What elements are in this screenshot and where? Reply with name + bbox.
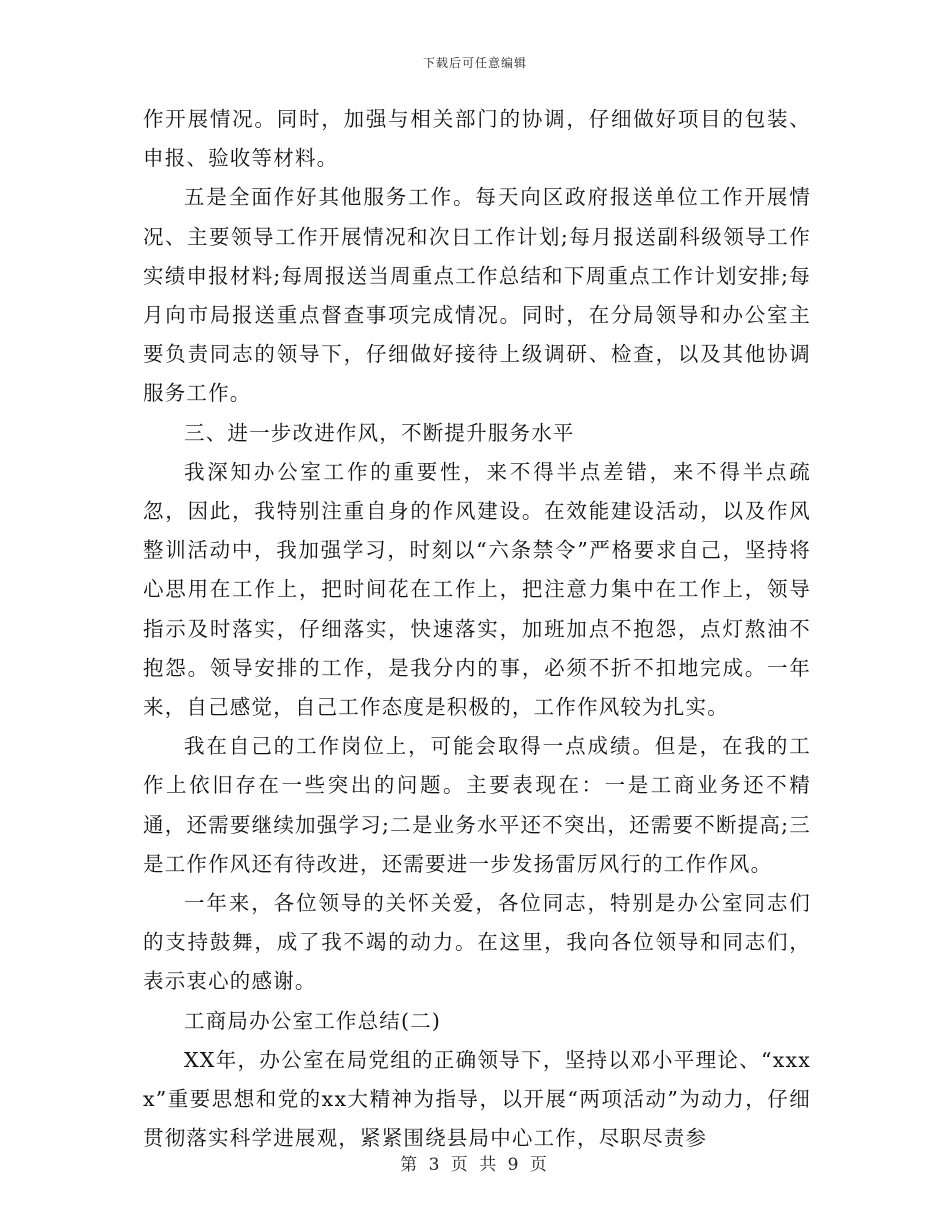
page-header: 下载后可任意编辑 <box>422 56 527 70</box>
paragraph-problems: 我在自己的工作岗位上，可能会取得一点成绩。但是，在我的工作上依旧存在一些突出的问题。主要表现在：一是工商业务还不精通，还需要继续加强学习;二是业务水平还不突出，还需要不断提高;三是工作作风还有待改进，还需要进一步发扬雷厉风行的工作作风。 <box>143 734 811 876</box>
document-body <box>143 100 811 1158</box>
paragraph-intro-two: XX年，办公室在局党组的正确领导下，坚持以邓小平理论、“xxxx”重要思想和党的xx大精神为指导，以开展“两项活动”为动力，仔细贯彻落实科学进展观，紧紧围绕县局中心工作，尽职尽责参 <box>143 1047 811 1151</box>
document-subtitle: 工商局办公室工作总结(二) <box>184 1008 442 1033</box>
paragraph-item-five: 五是全面作好其他服务工作。每天向区政府报送单位工作开展情况、主要领导工作开展情况和次日工作计划;每月报送副科级领导工作实绩申报材料;每周报送当周重点工作总结和下周重点工作计划安排;每月向市局报送重点督查事项完成情况。同时，在分局领导和办公室主要负责同志的领导下，仔细做好接待上级调研、检查，以及其他协调服务工作。 <box>143 185 811 406</box>
page-number-footer: 第 3 页 共 9 页 <box>400 1155 550 1175</box>
paragraph-thanks: 一年来，各位领导的关怀关爱，各位同志，特别是办公室同志们的支持鼓舞，成了我不竭的动力。在这里，我向各位领导和同志们，表示衷心的感谢。 <box>143 891 811 994</box>
section-heading-three: 三、进一步改进作风，不断提升服务水平 <box>184 420 575 445</box>
paragraph-continuation: 作开展情况。同时，加强与相关部门的协调，仔细做好项目的包装、申报、验收等材料。 <box>143 107 811 171</box>
paragraph-work-style: 我深知办公室工作的重要性，来不得半点差错，来不得半点疏忽，因此，我特别注重自身的作风建设。在效能建设活动，以及作风整训活动中，我加强学习，时刻以“六条禁令”严格要求自己，坚持将心思用在工作上，把时间花在工作上，把注意力集中在工作上，领导指示及时落实，仔细落实，快速落实，加班加点不抱怨，点灯熬油不抱怨。领导安排的工作，是我分内的事，必须不折不扣地完成。一年来，自己感觉，自己工作态度是积极的，工作作风较为扎实。 <box>143 459 811 720</box>
